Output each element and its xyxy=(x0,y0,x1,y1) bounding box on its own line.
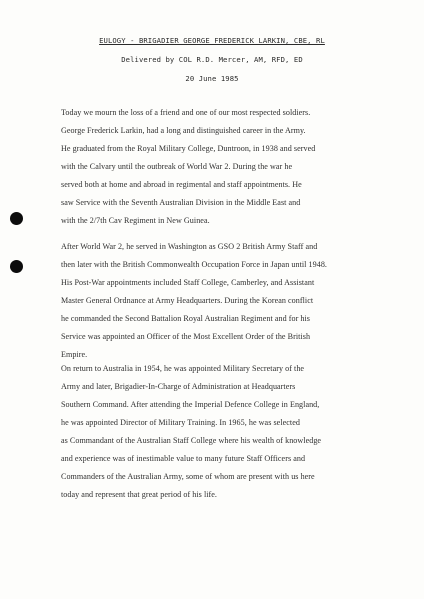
paragraph-2 xyxy=(61,238,391,364)
text-line: On return to Australia in 1954, he was appointed Military Secretary of the xyxy=(61,364,305,373)
text-line: he commanded the Second Battalion Royal Australian Regiment and for his xyxy=(61,314,311,323)
text-line: Today we mourn the loss of a friend and one of our most respected soldiers. xyxy=(61,108,311,117)
text-line: After World War 2, he served in Washington as GSO 2 British Army Staff and xyxy=(61,242,318,251)
text-line: he was appointed Director of Military Training. In 1965, he was selected xyxy=(61,418,300,427)
text-line: as Commandant of the Australian Staff College where his wealth of knowledge xyxy=(61,436,322,445)
text-line: then later with the British Commonwealth Occupation Force in Japan until 1948. xyxy=(61,260,327,269)
punch-hole-top xyxy=(10,212,23,225)
text-line: with the Calvary until the outbreak of World War 2. During the war he xyxy=(61,162,293,171)
punch-hole-bottom xyxy=(10,260,23,273)
text-line: Southern Command. After attending the Imperial Defence College in England, xyxy=(61,400,320,409)
text-line: Master General Ordnance at Army Headquarters. During the Korean conflict xyxy=(61,296,314,305)
delivered-by-line: Delivered by COL R.D. Mercer, AM, RFD, ED xyxy=(121,55,303,64)
text-line: Service was appointed an Officer of the Most Excellent Order of the British xyxy=(61,332,311,341)
text-line: He graduated from the Royal Military College, Duntroon, in 1938 and served xyxy=(61,144,316,153)
text-line: and experience was of inestimable value to many future Staff Officers and xyxy=(61,454,306,463)
text-line: served both at home and abroad in regimental and staff appointments. He xyxy=(61,180,302,189)
text-line: His Post-War appointments included Staff College, Camberley, and Assistant xyxy=(61,278,315,287)
paragraph-1 xyxy=(61,104,391,230)
text-line: George Frederick Larkin, had a long and distinguished career in the Army. xyxy=(61,126,306,135)
text-line: Commanders of the Australian Army, some of whom are present with us here xyxy=(61,472,315,481)
text-line: today and represent that great period of his life. xyxy=(61,490,218,499)
text-line: with the 2/7th Cav Regiment in New Guinea. xyxy=(61,216,210,225)
eulogy-title: EULOGY - BRIGADIER GEORGE FREDERICK LARKIN, CBE, RL xyxy=(99,36,325,45)
eulogy-date: 20 June 1985 xyxy=(185,74,239,83)
text-line: saw Service with the Seventh Australian Division in the Middle East and xyxy=(61,198,301,207)
text-line: Empire. xyxy=(61,350,88,359)
paragraph-3 xyxy=(61,360,391,504)
text-line: Army and later, Brigadier-In-Charge of Administration at Headquarters xyxy=(61,382,296,391)
